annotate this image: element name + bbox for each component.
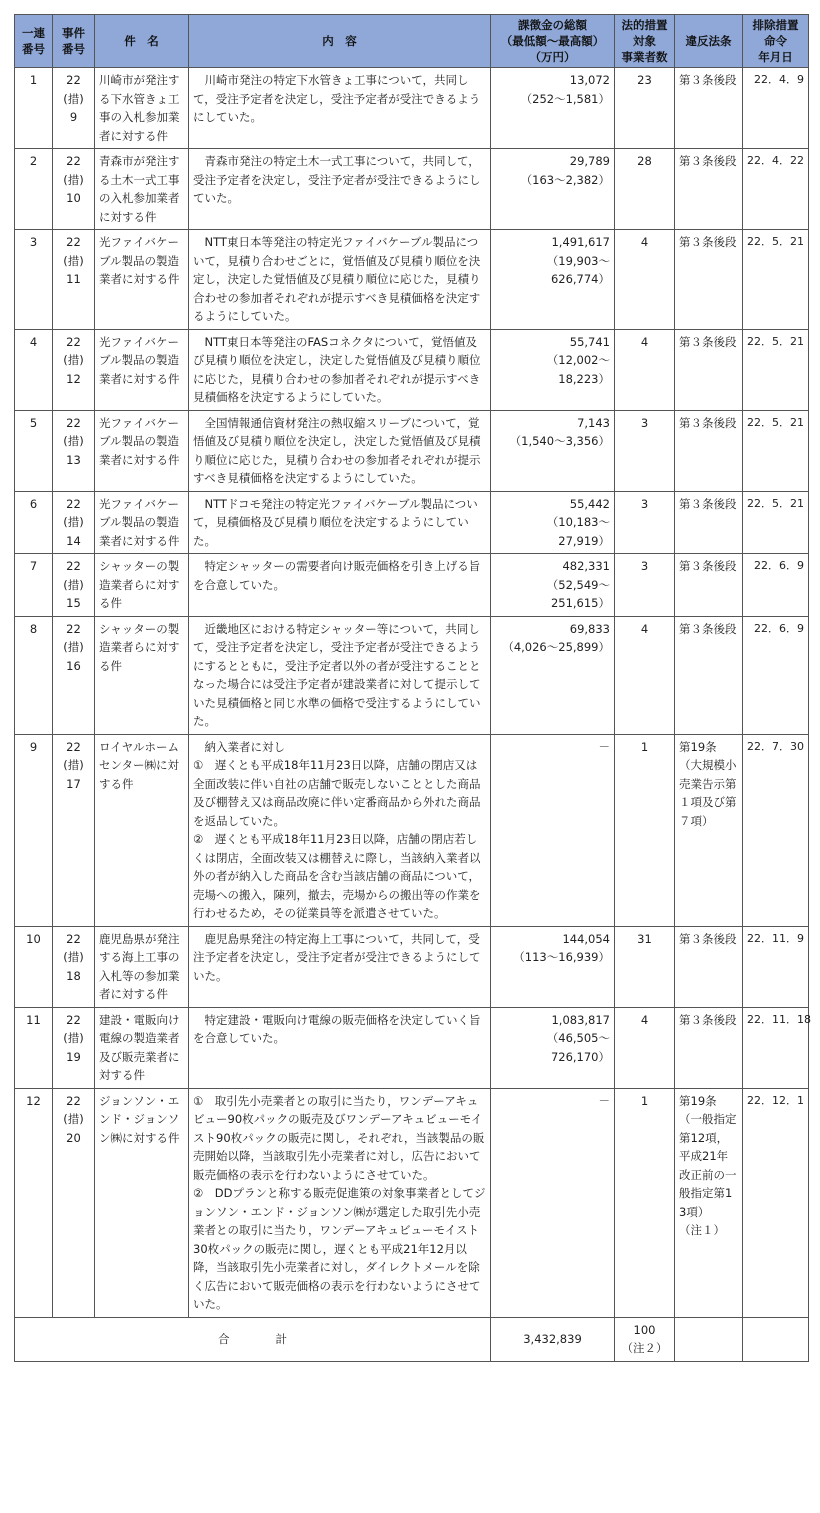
cell-violated-article: 第３条後段	[675, 230, 743, 330]
cell-serial-no: 12	[15, 1088, 53, 1317]
cell-case-name: 光ファイバケーブル製品の製造業者に対する件	[95, 230, 189, 330]
cell-target-count: 1	[615, 1088, 675, 1317]
cell-serial-no: 11	[15, 1007, 53, 1088]
total-empty-date	[743, 1317, 809, 1361]
cell-target-count: 1	[615, 734, 675, 926]
cell-content: NTTドコモ発注の特定光ファイバケーブル製品について，見積価格及び見積り順位を決定するようにしていた。	[189, 491, 491, 554]
enforcement-table	[14, 14, 809, 1362]
total-target-count: 100 （注２）	[615, 1317, 675, 1361]
table-row	[15, 554, 809, 617]
total-amount: 3,432,839	[491, 1317, 615, 1361]
cell-target-count: 4	[615, 329, 675, 410]
cell-content: 青森市発注の特定土木一式工事について，共同して，受注予定者を決定し，受注予定者が受注できるようにしていた。	[189, 149, 491, 230]
table-row	[15, 1007, 809, 1088]
cell-order-date: 22．11．9	[743, 926, 809, 1007]
cell-serial-no: 6	[15, 491, 53, 554]
cell-target-count: 23	[615, 68, 675, 149]
cell-case-name: 青森市が発注する土木一式工事の入札参加業者に対する件	[95, 149, 189, 230]
cell-order-date: 22．5．21	[743, 491, 809, 554]
cell-order-date: 22．5．21	[743, 230, 809, 330]
header-target-count: 法的措置 対象 事業者数	[615, 15, 675, 68]
cell-order-date: 22．7．30	[743, 734, 809, 926]
cell-case-name: ロイヤルホームセンター㈱に対する件	[95, 734, 189, 926]
cell-surcharge-amount: 144,054 （113～16,939）	[491, 926, 615, 1007]
table-row	[15, 491, 809, 554]
cell-violated-article: 第19条 （一般指定第12項，平成21年改正前の一般指定第13項） （注１）	[675, 1088, 743, 1317]
table-row	[15, 230, 809, 330]
cell-case-no: 22 (措) 9	[53, 68, 95, 149]
cell-case-no: 22 (措) 20	[53, 1088, 95, 1317]
cell-content: 鹿児島県発注の特定海上工事について，共同して，受注予定者を決定し，受注予定者が受注できるようにしていた。	[189, 926, 491, 1007]
table-row	[15, 410, 809, 491]
cell-content: NTT東日本等発注のFASコネクタについて，覚悟値及び見積り順位を決定し，決定した覚悟値及び見積り順位に応じた，見積り合わせの参加者それぞれが提示すべき見積価格を決定するようにしていた。	[189, 329, 491, 410]
total-empty-law	[675, 1317, 743, 1361]
cell-content: 川崎市発注の特定下水管きょ工事について，共同して，受注予定者を決定し，受注予定者が受注できるようにしていた。	[189, 68, 491, 149]
cell-order-date: 22．4．9	[743, 68, 809, 149]
cell-surcharge-amount: 55,442 （10,183～ 27,919）	[491, 491, 615, 554]
cell-serial-no: 4	[15, 329, 53, 410]
cell-case-name: 光ファイバケーブル製品の製造業者に対する件	[95, 410, 189, 491]
table-header-row	[15, 15, 809, 68]
cell-case-name: シャッターの製造業者らに対する件	[95, 616, 189, 734]
cell-order-date: 22．11．18	[743, 1007, 809, 1088]
cell-violated-article: 第３条後段	[675, 410, 743, 491]
cell-target-count: 31	[615, 926, 675, 1007]
page	[14, 14, 811, 1362]
cell-serial-no: 9	[15, 734, 53, 926]
cell-case-no: 22 (措) 19	[53, 1007, 95, 1088]
cell-serial-no: 1	[15, 68, 53, 149]
cell-content: NTT東日本等発注の特定光ファイバケーブル製品について，見積り合わせごとに，覚悟値及び見積り順位を決定し，決定した覚悟値及び見積り順位に応じた，見積り合わせの参加者それぞれが提示すべき見積価格を決定するようにしていた。	[189, 230, 491, 330]
cell-content: 全国情報通信資材発注の熱収縮スリーブについて，覚悟値及び見積り順位を決定し，決定した覚悟値及び見積り順位に応じた，見積り合わせの参加者それぞれが提示すべき見積価格を決定するようにしていた。	[189, 410, 491, 491]
table-row	[15, 616, 809, 734]
header-case-name: 件 名	[95, 15, 189, 68]
cell-case-name: ジョンソン・エンド・ジョンソン㈱に対する件	[95, 1088, 189, 1317]
cell-case-no: 22 (措) 17	[53, 734, 95, 926]
cell-order-date: 22．6．9	[743, 554, 809, 617]
cell-violated-article: 第３条後段	[675, 616, 743, 734]
cell-violated-article: 第19条 （大規模小売業告示第１項及び第７項）	[675, 734, 743, 926]
cell-surcharge-amount: 29,789 （163～2,382）	[491, 149, 615, 230]
cell-surcharge-amount: －	[491, 1088, 615, 1317]
header-order-date: 排除措置 命令 年月日	[743, 15, 809, 68]
cell-violated-article: 第３条後段	[675, 1007, 743, 1088]
header-case-no: 事件 番号	[53, 15, 95, 68]
cell-serial-no: 7	[15, 554, 53, 617]
cell-target-count: 4	[615, 1007, 675, 1088]
cell-serial-no: 8	[15, 616, 53, 734]
cell-violated-article: 第３条後段	[675, 926, 743, 1007]
cell-case-name: 川崎市が発注する下水管きょ工事の入札参加業者に対する件	[95, 68, 189, 149]
cell-violated-article: 第３条後段	[675, 329, 743, 410]
cell-target-count: 3	[615, 491, 675, 554]
cell-surcharge-amount: 55,741 （12,002～ 18,223）	[491, 329, 615, 410]
cell-serial-no: 10	[15, 926, 53, 1007]
cell-case-no: 22 (措) 13	[53, 410, 95, 491]
cell-case-name: 光ファイバケーブル製品の製造業者に対する件	[95, 329, 189, 410]
table-row	[15, 734, 809, 926]
cell-target-count: 3	[615, 410, 675, 491]
cell-content: 納入業者に対し ① 遅くとも平成18年11月23日以降，店舗の閉店又は全面改装に伴い自社の店舗で販売しないこととした商品及び棚替え又は商品改廃に伴い定番商品から外れた商品を返品していた。 ② 遅くとも平成18年11月23日以降，店舗の閉店若しくは閉店，全面改装又は棚替えに際し，当該納入業者以外の者が納入した商品を含む当該店舗の商品について，売場への搬入，陳列，撤去，売場からの搬出等の作業を行わせるため，その従業員等を派遣させていた。	[189, 734, 491, 926]
cell-target-count: 4	[615, 616, 675, 734]
cell-order-date: 22．5．21	[743, 410, 809, 491]
cell-content: 特定シャッターの需要者向け販売価格を引き上げる旨を合意していた。	[189, 554, 491, 617]
cell-case-no: 22 (措) 10	[53, 149, 95, 230]
cell-surcharge-amount: －	[491, 734, 615, 926]
cell-case-name: 光ファイバケーブル製品の製造業者に対する件	[95, 491, 189, 554]
cell-violated-article: 第３条後段	[675, 491, 743, 554]
cell-case-no: 22 (措) 15	[53, 554, 95, 617]
total-row	[15, 1317, 809, 1361]
table-row	[15, 329, 809, 410]
table-row	[15, 926, 809, 1007]
cell-surcharge-amount: 7,143 （1,540～3,356）	[491, 410, 615, 491]
cell-target-count: 4	[615, 230, 675, 330]
cell-violated-article: 第３条後段	[675, 149, 743, 230]
cell-surcharge-amount: 69,833 （4,026～25,899）	[491, 616, 615, 734]
cell-content: 近畿地区における特定シャッター等について，共同して，受注予定者を決定し，受注予定者が受注できるようにするとともに，受注予定者以外の者が受注することとなった場合には受注予定者が建設業者に対して提示していた見積価格と同じ水準の価格で受注するようにしていた。	[189, 616, 491, 734]
cell-target-count: 28	[615, 149, 675, 230]
header-surcharge-amount: 課徴金の総額 （最低額～最高額） （万円）	[491, 15, 615, 68]
cell-case-no: 22 (措) 14	[53, 491, 95, 554]
cell-case-no: 22 (措) 12	[53, 329, 95, 410]
header-violated-article: 違反法条	[675, 15, 743, 68]
cell-case-no: 22 (措) 11	[53, 230, 95, 330]
cell-case-name: シャッターの製造業者らに対する件	[95, 554, 189, 617]
cell-content: 特定建設・電販向け電線の販売価格を決定していく旨を合意していた。	[189, 1007, 491, 1088]
header-serial-no: 一連 番号	[15, 15, 53, 68]
table-row	[15, 149, 809, 230]
cell-surcharge-amount: 482,331 （52,549～ 251,615）	[491, 554, 615, 617]
cell-surcharge-amount: 1,083,817 （46,505～ 726,170）	[491, 1007, 615, 1088]
cell-surcharge-amount: 1,491,617 （19,903～ 626,774）	[491, 230, 615, 330]
cell-violated-article: 第３条後段	[675, 554, 743, 617]
cell-surcharge-amount: 13,072 （252～1,581）	[491, 68, 615, 149]
cell-order-date: 22．4．22	[743, 149, 809, 230]
cell-serial-no: 5	[15, 410, 53, 491]
header-content: 内 容	[189, 15, 491, 68]
cell-case-no: 22 (措) 16	[53, 616, 95, 734]
total-label: 合 計	[15, 1317, 491, 1361]
cell-case-no: 22 (措) 18	[53, 926, 95, 1007]
cell-order-date: 22．6．9	[743, 616, 809, 734]
cell-violated-article: 第３条後段	[675, 68, 743, 149]
table-row	[15, 1088, 809, 1317]
cell-serial-no: 3	[15, 230, 53, 330]
cell-order-date: 22．5．21	[743, 329, 809, 410]
cell-serial-no: 2	[15, 149, 53, 230]
table-row	[15, 68, 809, 149]
cell-target-count: 3	[615, 554, 675, 617]
cell-order-date: 22．12．1	[743, 1088, 809, 1317]
cell-case-name: 鹿児島県が発注する海上工事の入札等の参加業者に対する件	[95, 926, 189, 1007]
cell-case-name: 建設・電販向け電線の製造業者及び販売業者に対する件	[95, 1007, 189, 1088]
cell-content: ① 取引先小売業者との取引に当たり，ワンデーアキュビュー90枚パックの販売及びワンデーアキュビューモイスト90枚パックの販売に関し，それぞれ，当該製品の販売開始以降，当該取引先小売業者に対し，広告において販売価格の表示を行わないようにさせていた。 ② DDプランと称する販売促進策の対象事業者としてジョンソン・エンド・ジョンソン㈱が選定した取引先小売業者との取引に当たり，ワンデーアキュビューモイスト30枚パックの販売に関し，遅くとも平成21年12月以降，当該取引先小売業者に対し，ダイレクトメールを除く広告において販売価格の表示を行わないようにさせていた。	[189, 1088, 491, 1317]
